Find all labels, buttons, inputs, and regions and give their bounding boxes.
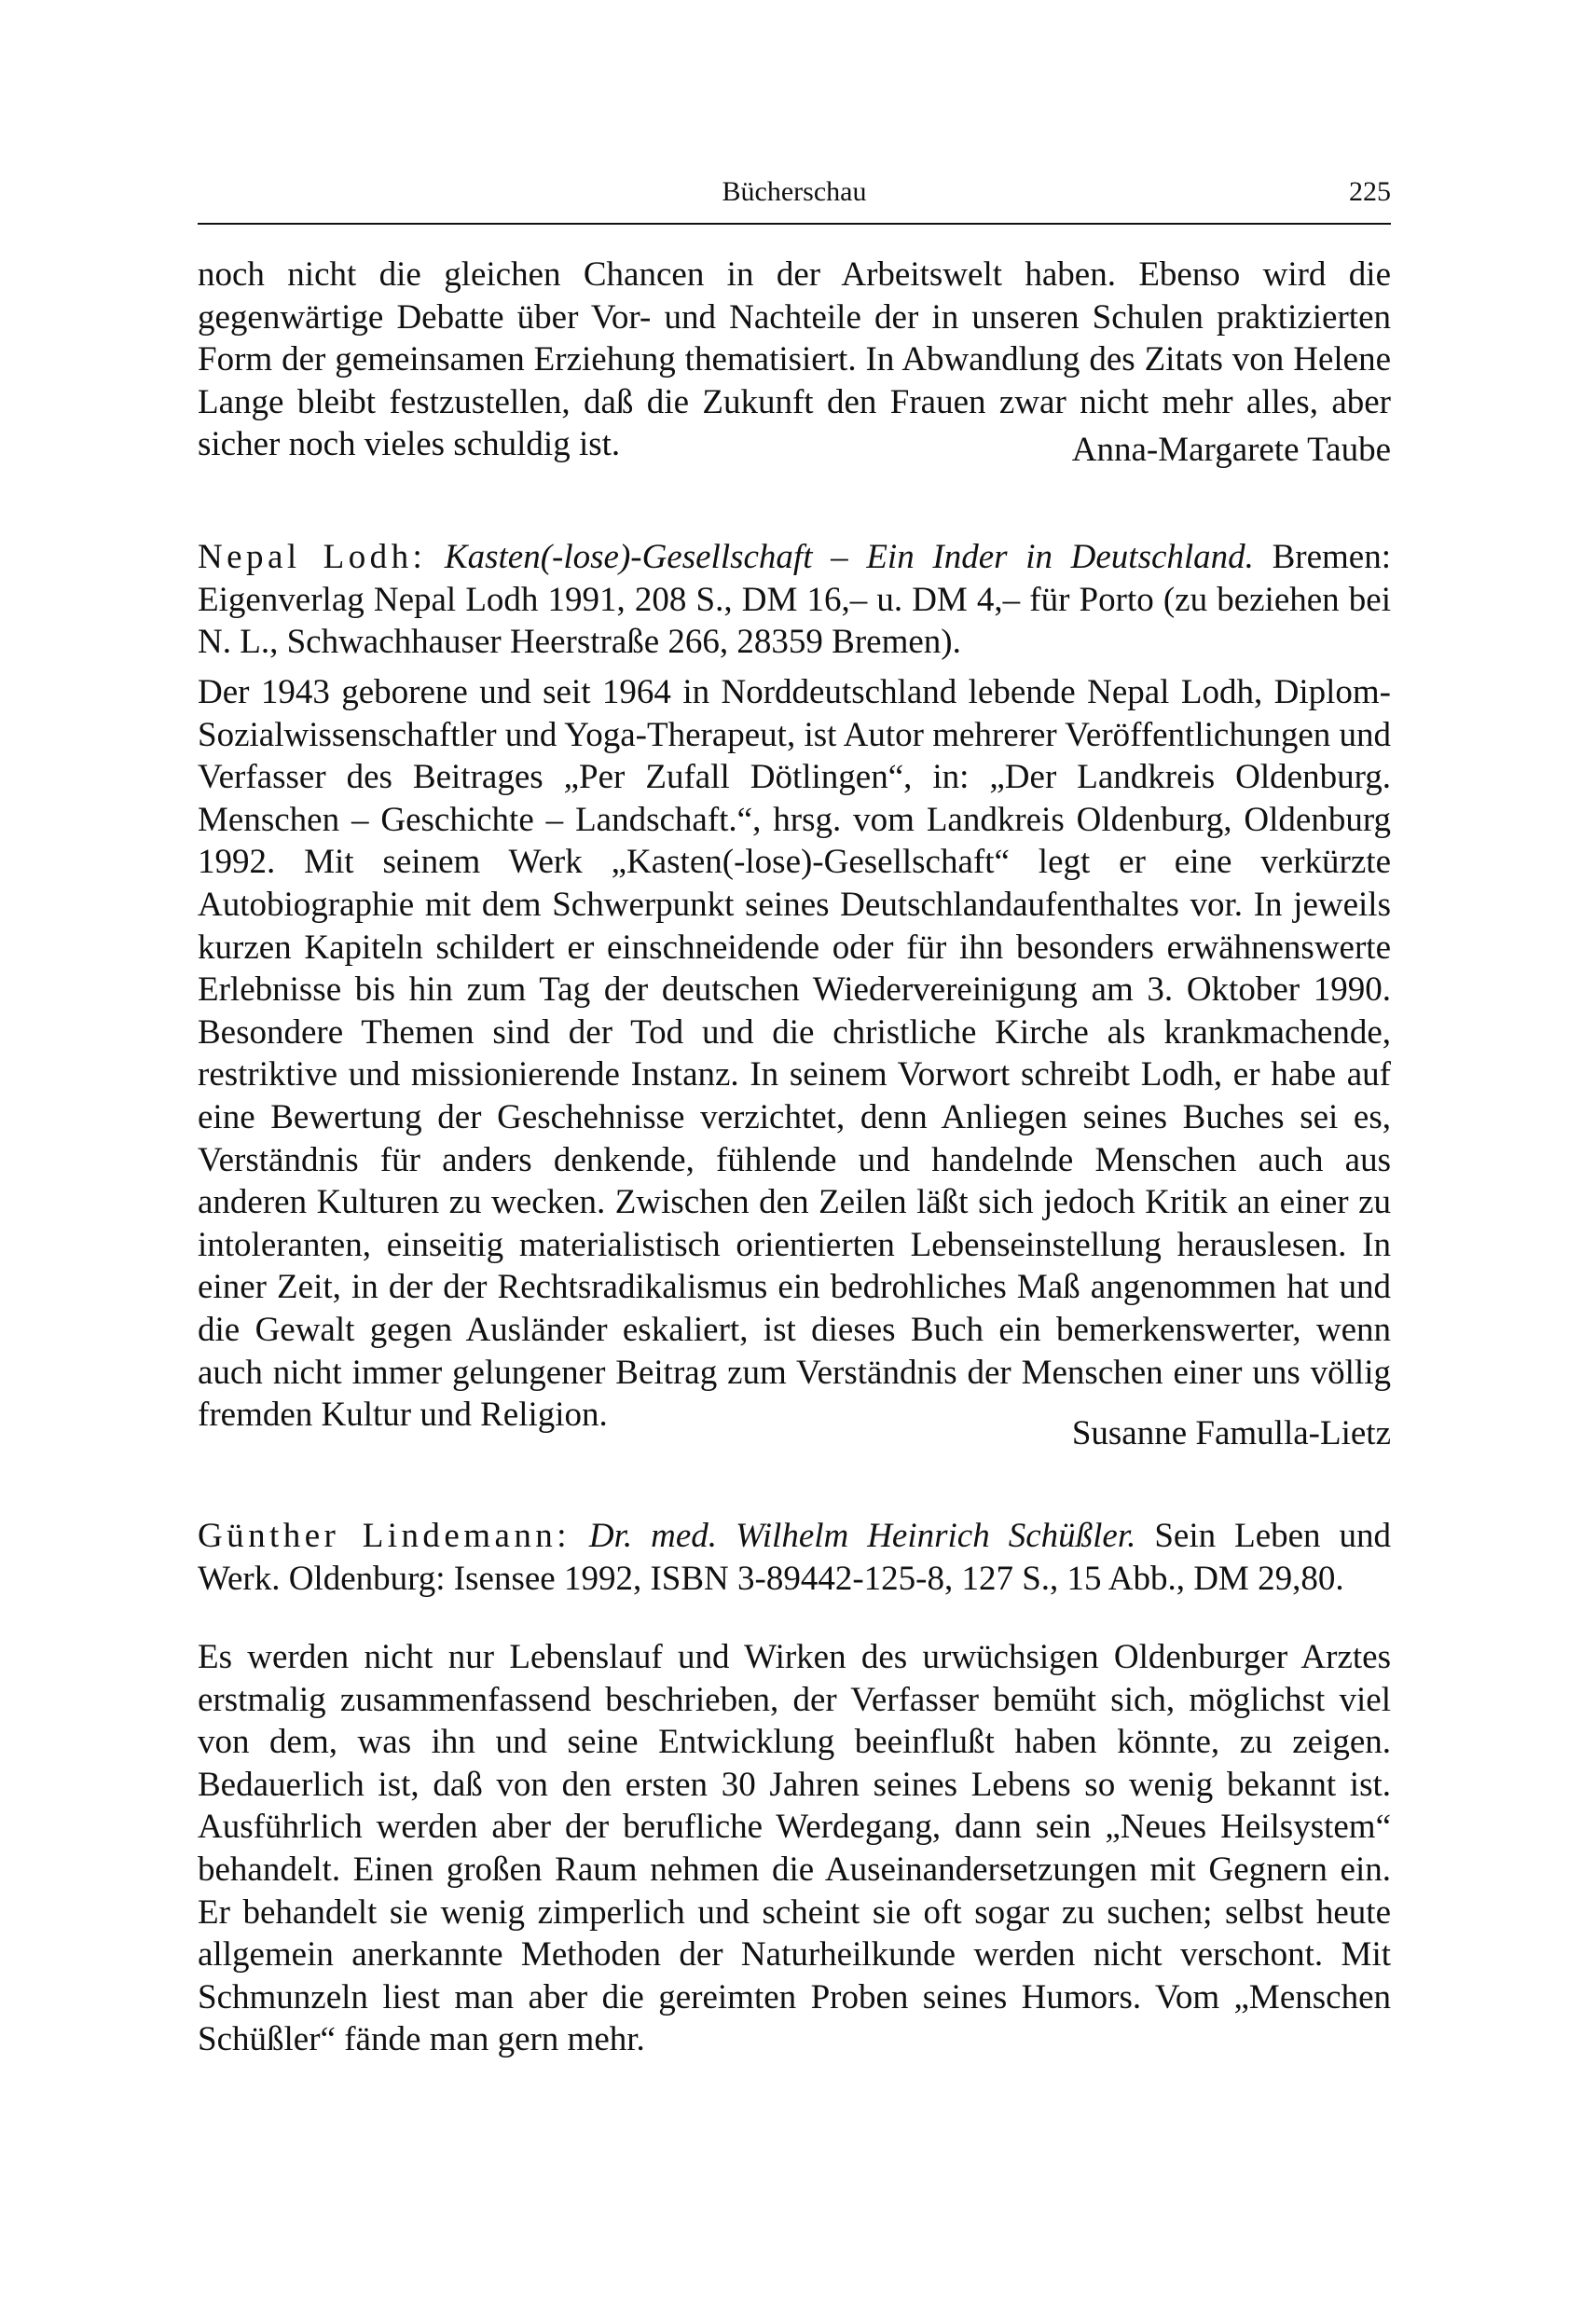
book-author: Nepal Lodh:: [198, 538, 427, 576]
review-paragraph: Der 1943 geborene und seit 1964 in Norddeutschland lebende Nepal Lodh, Diplom-Sozialwissenschaftler und Yoga-Therapeut, ist Autor mehrerer Veröffentlichungen und Verfasser des Beitrages „Per Zufall Dötlingen“, in: „Der Landkreis Oldenburg. Menschen – Geschichte – Landschaft.“, hrsg. vom Landkreis Oldenburg, Oldenburg 1992. Mit seinem Werk „Kasten(-lose)-Gesellschaft“ legt er eine verkürzte Autobiographie mit dem Schwerpunkt seines Deutschlandaufenthaltes vor. In jeweils kurzen Kapiteln schildert er einschneidende oder für ihn besonders erwähnenswerte Erlebnisse bis hin zum Tag der deutschen Wiedervereinigung am 3. Oktober 1990. Besondere Themen sind der Tod und die christliche Kirche als krankmachende, restriktive und missionierende Instanz. In seinem Vorwort schreibt Lodh, er habe auf eine Bewertung der Geschehnisse verzichtet, denn Anliegen seines Buches sei es, Verständnis für anders denkende, fühlende und handelnde Menschen auch aus anderen Kulturen zu wecken. Zwischen den Zeilen läßt sich jedoch Kritik an einer zu intoleranten, einseitig materialistisch orientierten Lebenseinstellung herauslesen. In einer Zeit, in der der Rechtsradikalismus ein bedrohliches Maß angenommen hat und die Gewalt gegen Ausländer eskaliert, ist dieses Buch ein bemerkenswerter, wenn auch nicht immer gelungener Beitrag zum Verständnis der Menschen einer uns völlig fremden Kultur und Religion.: [198, 673, 1391, 1435]
review-paragraph: noch nicht die gleichen Chancen in der Arbeitswelt haben. Ebenso wird die gegenwärtige Debatte über Vor- und Nachteile der in unseren Schulen praktizierten Form der gemeinsamen Erziehung thematisiert. In Abwandlung des Zitats von Helene Lange bleibt festzustellen, daß die Zukunft den Frauen zwar nicht mehr alles, aber sicher noch vieles schuldig ist.: [198, 255, 1391, 464]
review-paragraph: Es werden nicht nur Lebenslauf und Wirken des urwüchsigen Oldenburger Arztes erstmalig zusammenfassend beschrieben, der Verfasser bemüht sich, möglichst viel von dem, was ihn und seine Entwicklung beeinflußt haben könnte, zu zeigen. Bedauerlich ist, daß von den ersten 30 Jahren seines Lebens so wenig bekannt ist. Ausführlich werden aber der berufliche Werdegang, dann sein „Neues Heilsystem“ behandelt. Einen großen Raum nehmen die Auseinandersetzungen mit Gegnern ein. Er behandelt sie wenig zimperlich und scheint sie oft sogar zu suchen; selbst heute allgemein anerkannte Methoden der Naturheilkunde werden nicht verschont. Mit Schmunzeln liest man aber die gereimten Proben seines Humors. Vom „Menschen Schüßler“ fände man gern mehr.: [198, 1638, 1391, 2059]
book-title: Dr. med. Wilhelm Heinrich Schüßler.: [588, 1517, 1136, 1555]
running-title: Bücherschau: [722, 176, 867, 207]
review-entry-lodh: [198, 536, 1391, 664]
review-body-lodh: [198, 671, 1391, 1437]
page-number: 225: [1349, 176, 1391, 207]
header-rule: [198, 223, 1391, 225]
review-body-lindemann: [198, 1636, 1391, 2061]
publication-details: Sein Leben und Werk. Oldenburg: Isensee 1992, ISBN 3-89442-125-8, 127 S., 15 Abb., DM 29,80.: [198, 1517, 1391, 1598]
running-head: [198, 173, 1391, 211]
reviewer-signature: Susanne Famulla-Lietz: [1071, 1414, 1391, 1452]
reviewer-signature: Anna-Margarete Taube: [1071, 431, 1391, 469]
publication-details: Bremen: Eigenverlag Nepal Lodh 1991, 208 S., DM 16,– u. DM 4,– für Porto (zu beziehen bei N. L., Schwachhauser Heerstraße 266, 28359 Bremen).: [198, 538, 1391, 662]
book-title: Kasten(-lose)-Gesellschaft – Ein Inder in Deutschland.: [444, 538, 1254, 576]
review-entry-lindemann: [198, 1515, 1391, 1600]
bibliographic-entry: [198, 536, 1391, 664]
bibliographic-entry: [198, 1515, 1391, 1600]
book-author: Günther Lindemann:: [198, 1517, 571, 1555]
